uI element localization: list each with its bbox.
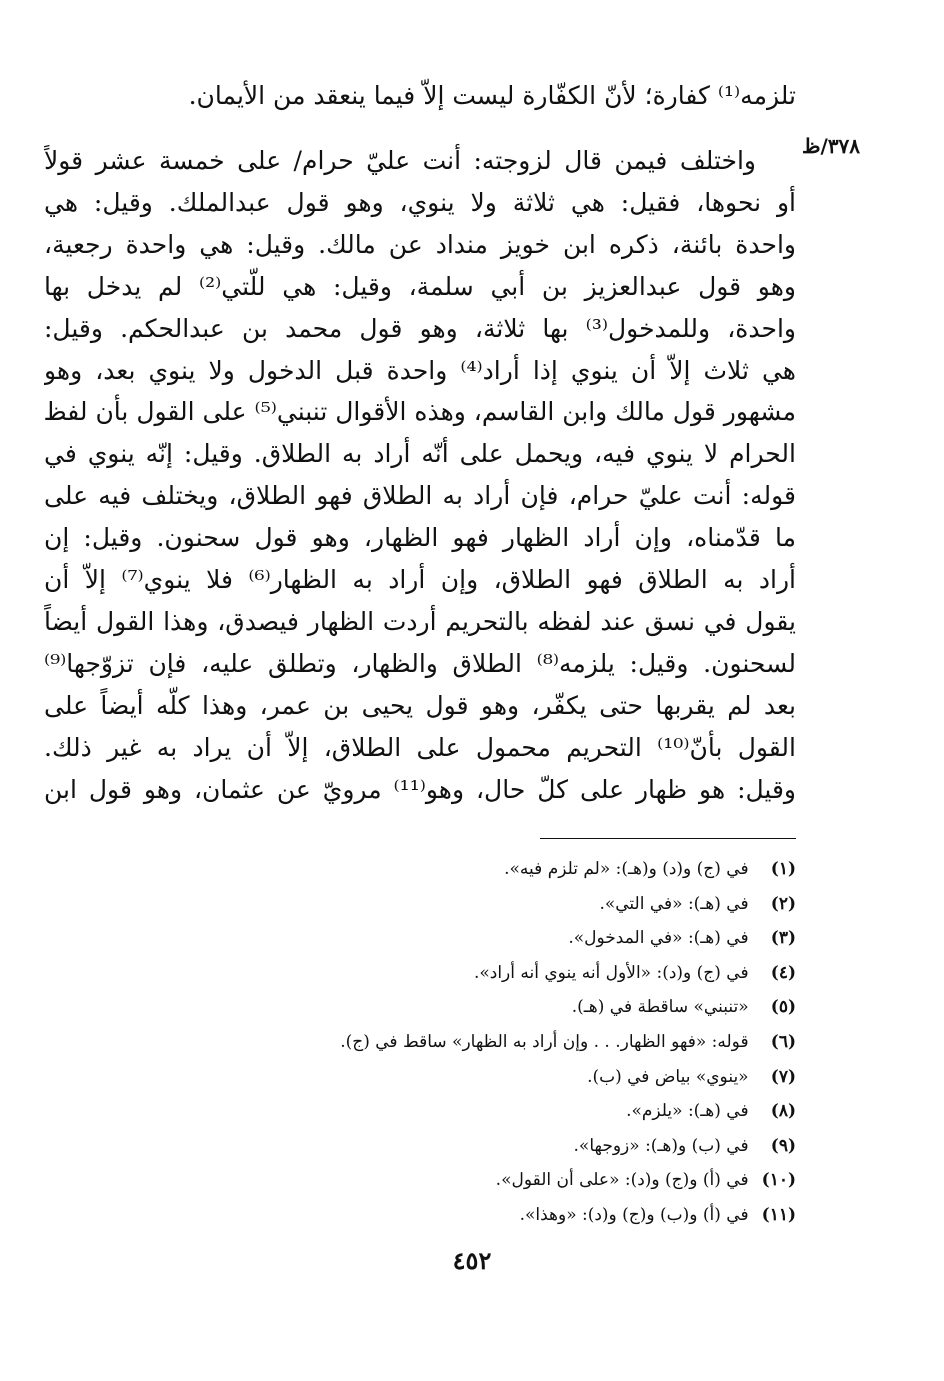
intro-line: تلزمه⁽¹⁾ كفارة؛ لأنّ الكفّارة ليست إلاّ فيما ينعقد من الأيمان.	[188, 81, 796, 110]
text-line: وقيل: هو ظهار على كلّ حال، وهو⁽¹¹⁾ مرويّ عن عثمان، وهو قول ابن	[44, 774, 796, 804]
footnote	[196, 1198, 796, 1233]
page-number: ٤٥٢	[452, 1246, 492, 1275]
footnote	[196, 956, 796, 991]
footnote-text: في (ج) و(د): «الأول أنه ينوي أنه أراد».	[473, 962, 749, 983]
manuscript-folio-marker: ٣٧٨/ظ	[802, 134, 861, 158]
footnote	[196, 990, 796, 1025]
footnote-text: في (ج) و(د) و(هـ): «لم تلزم فيه».	[504, 859, 749, 879]
footnote-separator	[540, 838, 796, 839]
text-line: هي ثلاث إلاّ أن ينوي إذا أراد⁽⁴⁾ واحدة قبل الدخول ولا ينوي بعد، وهو	[44, 355, 796, 385]
text-line: القول بأنّ⁽¹⁰⁾ التحريم محمول على الطلاق، إلاّ أن يراد به غير ذلك.	[44, 732, 796, 762]
text-line: قوله: أنت عليّ حرام، فإن أراد به الطلاق فهو الطلاق، ويختلف فيه على	[44, 481, 796, 511]
footnote	[196, 1025, 796, 1060]
footnote	[196, 852, 796, 887]
footnotes-list	[196, 852, 796, 1233]
footnote-number: (٧)	[770, 1066, 796, 1087]
text-line: أراد به الطلاق فهو الطلاق، وإن أراد به الظهار⁽⁶⁾ فلا ينوي⁽⁷⁾ إلاّ أن	[44, 565, 796, 595]
text-line: ما قدّمناه، وإن أراد الظهار فهو الظهار، وهو قول سحنون. وقيل: إن	[44, 523, 796, 553]
footnote	[196, 1129, 796, 1164]
footnote-number: (٢)	[770, 893, 796, 914]
footnote-number: (٦)	[770, 1031, 796, 1052]
footnote	[196, 887, 796, 922]
text-line: واحدة بائنة، ذكره ابن خويز منداد عن مالك. وقيل: هي واحدة رجعية،	[44, 229, 796, 259]
footnote-text: «ينوي» بياض في (ب).	[587, 1066, 749, 1087]
footnote-text: «تنبني» ساقطة في (هـ).	[571, 997, 749, 1018]
footnote	[196, 1094, 796, 1129]
footnote-text: قوله: «فهو الظهار. . . وإن أراد به الظهار» ساقط في (ج).	[340, 1031, 749, 1052]
footnote-text: في (ب) و(هـ): «زوجها».	[573, 1135, 749, 1156]
footnote-number: (١١)	[761, 1204, 796, 1225]
footnote-number: (٨)	[770, 1101, 796, 1122]
footnote-number: (٣)	[770, 928, 796, 949]
footnote-text: في (هـ): «في المدخول».	[568, 928, 749, 949]
footnote	[196, 1060, 796, 1095]
footnote-number: (٥)	[770, 997, 796, 1018]
text-line: وهو قول عبدالعزيز بن أبي سلمة، وقيل: هي للّتي⁽²⁾ لم يدخل بها	[44, 271, 796, 301]
text-line: واختلف فيمن قال لزوجته: أنت عليّ حرام/ على خمسة عشر قولاً	[44, 146, 756, 175]
text-line: أو نحوها، فقيل: هي ثلاثة ولا ينوي، وهو قول عبدالملك. وقيل: هي	[44, 187, 796, 217]
text-line: يقول في نسق عند لفظه بالتحريم أردت الظهار فيصدق، وهذا القول أيضاً	[44, 606, 796, 636]
footnote-number: (١٠)	[761, 1170, 796, 1191]
text-line: لسحنون. وقيل: يلزمه⁽⁸⁾ الطلاق والظهار، وتطلق عليه، فإن تزوّجها⁽⁹⁾	[44, 648, 796, 678]
footnote-text: في (هـ): «في التي».	[599, 893, 749, 914]
footnote-number: (١)	[770, 859, 796, 879]
main-text	[44, 140, 796, 811]
text-line: واحدة، وللمدخول⁽³⁾ بها ثلاثة، وهو قول محمد بن عبدالحكم. وقيل:	[44, 313, 796, 343]
text-line: الحرام لا ينوي فيه، ويحمل على أنّه أراد به الطلاق. وقيل: إنّه ينوي في	[44, 439, 796, 469]
footnote-number: (٩)	[770, 1135, 796, 1156]
text-line: مشهور قول مالك وابن القاسم، وهذه الأقوال تنبني⁽⁵⁾ على القول بأن لفظ	[44, 397, 796, 427]
footnote	[196, 921, 796, 956]
text-line: بعد لم يقربها حتى يكفّر، وهو قول يحيى بن عمر، وهذا كلّه أيضاً على	[44, 690, 796, 720]
footnote	[196, 1163, 796, 1198]
footnote-number: (٤)	[770, 962, 796, 983]
footnote-text: في (أ) و(ج) و(د): «على أن القول».	[495, 1170, 749, 1191]
footnote-text: في (أ) و(ب) و(ج) و(د): «وهذا».	[519, 1204, 749, 1225]
footnote-text: في (هـ): «يلزم».	[626, 1101, 749, 1122]
